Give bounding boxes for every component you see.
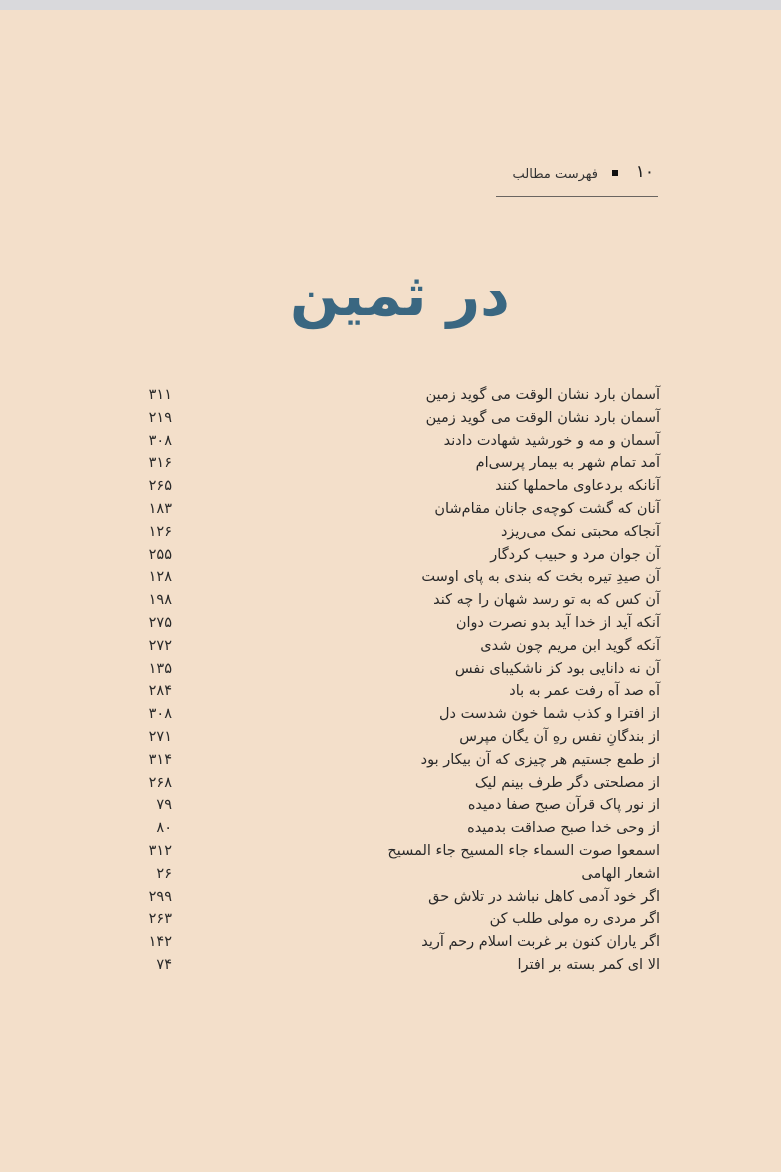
table-of-contents	[130, 384, 660, 977]
toc-entry	[130, 475, 660, 498]
toc-entry-page: ۱۹۸	[148, 592, 172, 609]
toc-entry	[130, 407, 660, 430]
toc-entry-title: آنانکه بردعاوی ماحملها کنند	[495, 478, 660, 495]
running-header	[496, 160, 658, 197]
toc-entry-page: ۲۷۱	[148, 728, 172, 745]
toc-entry-title: آن جوان مرد و حبیب کردگار	[490, 546, 660, 563]
toc-entry-page: ۲۶۵	[148, 478, 172, 495]
toc-entry-title: از افترا و کذب شما خون شدست دل	[438, 706, 660, 723]
toc-entry-title: اشعار الهامی	[581, 865, 660, 882]
toc-entry-title: آسمان بارد نشان الوقت می گوید زمین	[425, 409, 660, 426]
toc-entry	[130, 726, 660, 749]
toc-entry-title: آنجاکه محبتی نمک می‌ریزد	[500, 523, 660, 540]
toc-entry	[130, 863, 660, 886]
toc-entry-title: آنکه گوید ابن مریم چون شدی	[480, 637, 660, 654]
toc-entry	[130, 817, 660, 840]
toc-entry-title: اگر مردی ره مولی طلب کن	[489, 911, 660, 928]
toc-entry	[130, 566, 660, 589]
toc-entry-title: از نور پاک قرآن صبح صفا دمیده	[467, 797, 660, 814]
toc-entry	[130, 589, 660, 612]
toc-entry-title: الا ای کمر بسته بر افترا	[517, 956, 660, 973]
square-bullet-icon	[612, 170, 618, 176]
toc-entry-title: آنکه آید از خدا آید بدو نصرت دوان	[455, 614, 660, 631]
toc-entry-title: آسمان و مه و خورشید شهادت دادند	[443, 432, 660, 449]
top-band	[0, 0, 781, 10]
toc-entry-page: ۱۴۲	[148, 934, 172, 951]
toc-entry-page: ۳۰۸	[148, 706, 172, 723]
toc-entry	[130, 498, 660, 521]
toc-entry-title: آسمان بارد نشان الوقت می گوید زمین	[425, 387, 660, 403]
toc-entry-title: آنان که گشت کوچه‌ی جانان مقام‌شان	[434, 500, 660, 517]
toc-entry-title: آه صد آه رفت عمر به باد	[509, 683, 660, 700]
toc-entry-page: ۲۵۵	[148, 546, 172, 563]
toc-entry	[130, 521, 660, 544]
toc-entry	[130, 658, 660, 681]
toc-entry-page: ۲۸۴	[148, 683, 172, 700]
page-title: در ثمین	[290, 261, 510, 329]
toc-entry-title: اگر خود آدمی کاهل نباشد در تلاش حق	[428, 888, 660, 905]
toc-entry-title: آن کس که به تو رسد شهان را چه کند	[433, 592, 660, 609]
toc-entry	[130, 772, 660, 795]
toc-entry	[130, 612, 660, 635]
toc-entry	[130, 908, 660, 931]
toc-entry	[130, 886, 660, 909]
toc-entry	[130, 931, 660, 954]
toc-entry-page: ۳۱۶	[148, 455, 172, 472]
toc-entry-title: از مصلحتی دگر طرف بینم لیک	[474, 774, 660, 791]
toc-entry-title: آن صیدِ تیره بخت که بندی به پای اوست	[421, 569, 660, 586]
toc-entry-page: ۱۲۸	[148, 569, 172, 586]
toc-entry	[130, 680, 660, 703]
toc-entry-title: از بندگانِ نفس رهِ آن یگان مپرس	[459, 728, 660, 745]
toc-entry	[130, 452, 660, 475]
toc-entry-title: آن نه دانایی بود کز ناشکیبای نفس	[454, 660, 660, 677]
book-page	[0, 10, 781, 1172]
toc-entry-title: اسمعوا صوت السماء جاء المسیح جاء المسیح	[387, 842, 660, 859]
toc-entry	[130, 430, 660, 453]
toc-entry-page: ۲۱۹	[148, 409, 172, 426]
toc-entry	[130, 794, 660, 817]
section-name: فهرست مطالب	[512, 167, 598, 182]
toc-entry-title: از طمع جستیم هر چیزی که آن بیکار بود	[420, 751, 660, 768]
toc-entry-page: ۲۷۲	[148, 637, 172, 654]
toc-entry	[130, 703, 660, 726]
toc-entry	[130, 544, 660, 567]
toc-entry-page: ۲۶۸	[148, 774, 172, 791]
toc-entry	[130, 384, 660, 407]
toc-entry-page: ۱۲۶	[148, 523, 172, 540]
toc-entry-page: ۷۹	[156, 797, 172, 814]
toc-entry-page: ۳۰۸	[148, 432, 172, 449]
toc-entry-page: ۲۷۵	[148, 614, 172, 631]
toc-entry-title: اگر یاران کنون بر غربت اسلام رحم آرید	[421, 934, 660, 951]
toc-entry-page: ۳۱۱	[148, 387, 172, 403]
toc-entry-page: ۷۴	[156, 956, 172, 973]
toc-entry-page: ۱۸۳	[148, 500, 172, 517]
toc-entry-page: ۳۱۲	[148, 842, 172, 859]
toc-entry-page: ۸۰	[156, 820, 172, 837]
toc-entry-page: ۲۹۹	[148, 888, 172, 905]
toc-entry-title: از وحی خدا صبح صداقت بدمیده	[467, 820, 660, 837]
page-number: ۱۰	[635, 162, 654, 182]
toc-entry-title: آمد تمام شهر به بیمار پرسی‌ام	[475, 455, 660, 472]
toc-entry	[130, 635, 660, 658]
toc-entry-page: ۳۱۴	[148, 751, 172, 768]
toc-entry-page: ۱۳۵	[148, 660, 172, 677]
toc-entry	[130, 749, 660, 772]
toc-entry	[130, 840, 660, 863]
toc-entry	[130, 954, 660, 977]
toc-entry-page: ۲۶۳	[148, 911, 172, 928]
toc-entry-page: ۲۶	[156, 865, 172, 882]
